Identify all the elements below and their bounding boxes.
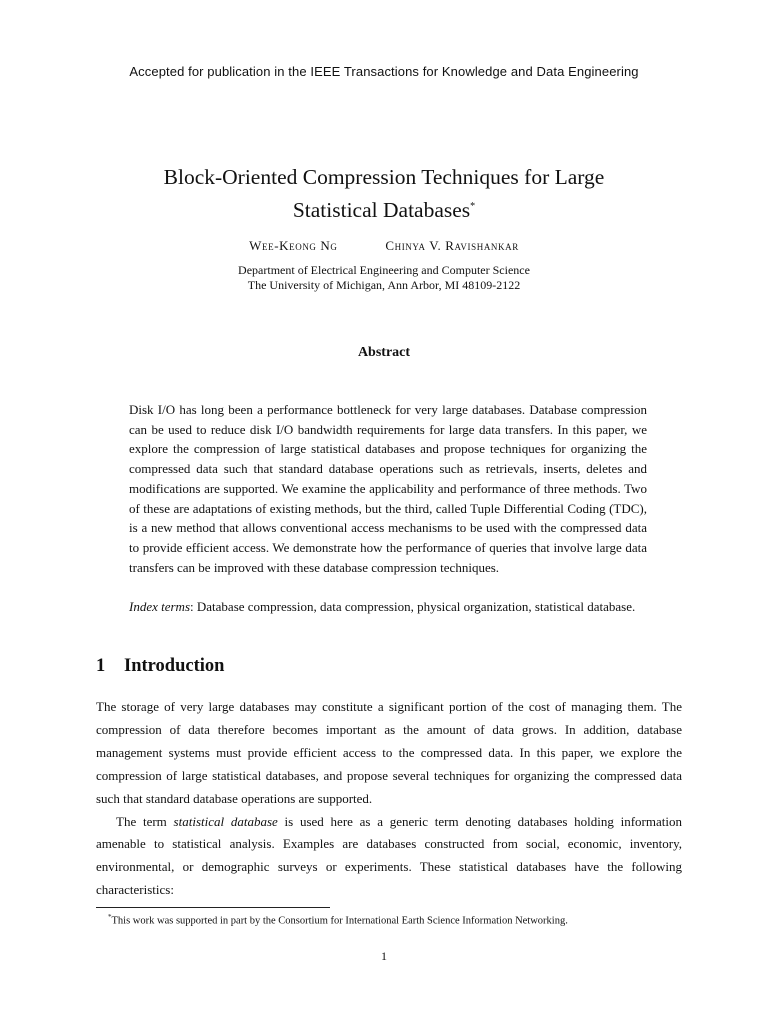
section-title: Introduction: [124, 656, 225, 676]
author-1: Wee-Keong Ng: [249, 238, 338, 253]
footnote: [108, 911, 688, 928]
title-line-2: [60, 192, 708, 225]
affiliation: [0, 263, 768, 293]
index-terms-label: Index terms: [129, 599, 191, 614]
index-terms-text: : Database compression, data compression, physical organization, statistical database.: [190, 599, 636, 614]
title-line-1: Block-Oriented Compression Techniques for Large: [163, 165, 605, 189]
footnote-mark: *: [108, 913, 112, 921]
abstract-heading: Abstract: [357, 345, 411, 360]
abstract-text: Disk I/O has long been a performance bottleneck for very large databases. Database compression can be used to reduce disk I/O bandwidth requirements for large data transfers. In this paper, we explore the compression of large statistical databases and propose techniques for organizing the compressed data such that standard database operations such as retrievals, inserts, deletes and modifications are supported. We examine the applicability and performance of three methods. Two of these are adaptations of existing methods, but the third, called Tuple Differential Coding (TDC), is a new method that allows conventional access mechanisms to be used with the compressed data to provide efficient access. We demonstrate how the performance of queries that involve large data transfers can be improved with these database compression techniques.: [129, 402, 647, 575]
intro-p2-post: is used here as a generic term denoting databases holding information amenable to statistical analysis. Examples are databases constructed from social, economic, inventory, environmental, or demographic surveys or experiments. These statistical databases have the following characteristics:: [96, 813, 682, 898]
paper-title: [60, 163, 708, 225]
intro-paragraph-2: [96, 811, 682, 903]
author-list: [0, 238, 768, 254]
page-number: 1: [381, 949, 387, 963]
intro-paragraph-1: The storage of very large databases may constitute a significant portion of the cost of managing them. The compression of data therefore becomes important as the amount of data grows. In addition, database management systems must provide efficient access to the compressed data. In this paper, we explore the compression of large statistical databases, and propose several techniques for organizing the compressed data such that standard database operations are supported.: [96, 699, 682, 806]
index-terms: [129, 597, 647, 617]
section-heading-introduction: [96, 656, 224, 677]
author-2: Chinya V. Ravishankar: [385, 238, 519, 253]
affiliation-department: Department of Electrical Engineering and Computer Science: [238, 263, 530, 277]
footnote-rule: [96, 907, 330, 908]
section-number: 1: [96, 656, 106, 676]
introduction-body: [96, 696, 682, 902]
abstract-body: [129, 400, 647, 577]
title-line-2-text: Statistical Databases: [292, 198, 471, 223]
intro-p2-pre: The term: [116, 813, 174, 829]
publication-note: Accepted for publication in the IEEE Transactions for Knowledge and Data Engineering: [129, 64, 639, 79]
footnote-text: This work was supported in part by the Consortium for International Earth Science Information Networking.: [111, 915, 568, 927]
title-footnote-mark: *: [470, 201, 476, 212]
intro-p2-term: statistical database: [173, 813, 278, 829]
affiliation-university: The University of Michigan, Ann Arbor, MI 48109-2122: [247, 278, 521, 292]
